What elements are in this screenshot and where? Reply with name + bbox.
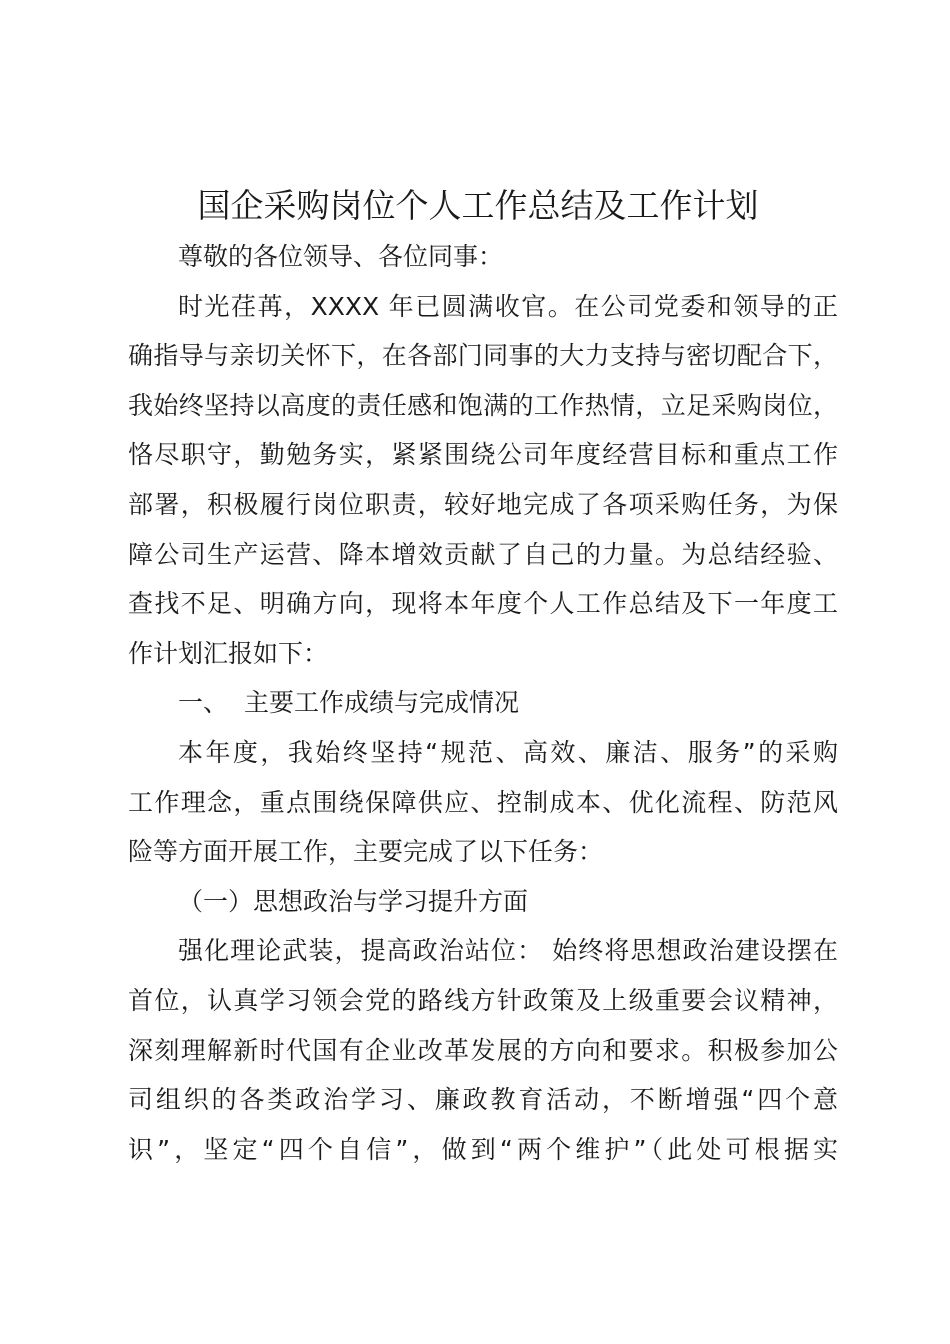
salutation: 尊敬的各位领导、各位同事： — [178, 242, 504, 271]
intro-paragraph — [128, 282, 838, 679]
section1-paragraph — [128, 728, 838, 877]
section-heading — [128, 678, 838, 728]
text-line: 作计划汇报如下： — [128, 638, 329, 668]
text-line: 确指导与亲切关怀下，在各部门同事的大力支持与密切配合下， — [128, 341, 838, 371]
text-line: 我始终坚持以高度的责任感和饱满的工作热情，立足采购岗位， — [128, 390, 838, 420]
subsection-heading: （一）思想政治与学习提升方面 — [178, 886, 529, 916]
text-line: 深刻理解新时代国有企业改革发展的方向和要求。积极参加公 — [128, 1035, 838, 1065]
text-line: 部署，积极履行岗位职责，较好地完成了各项采购任务，为保 — [128, 489, 838, 519]
document-title: 国企采购岗位个人工作总结及工作计划 — [197, 186, 759, 225]
document-body — [128, 232, 838, 1174]
text-line: 恪尽职守，勤勉务实，紧紧围绕公司年度经营目标和重点工作 — [128, 440, 838, 470]
subsection1-paragraph — [128, 926, 838, 1174]
text-line: 查找不足、明确方向，现将本年度个人工作总结及下一年度工 — [128, 589, 838, 619]
text-line: 司组织的各类政治学习、廉政教育活动，不断增强“四个意 — [128, 1085, 838, 1115]
text-line: 本年度，我始终坚持“规范、高效、廉洁、服务”的采购 — [178, 737, 838, 767]
text-line: 首位，认真学习领会党的路线方针政策及上级重要会议精神， — [128, 985, 838, 1015]
text-line: 识”，坚定“四个自信”，做到“两个维护”（此处可根据实 — [128, 1134, 838, 1164]
text-line: 工作理念，重点围绕保障供应、控制成本、优化流程、防范风 — [128, 787, 838, 817]
section-number: 一、 — [178, 688, 229, 718]
section-heading-text: 主要工作成绩与完成情况 — [244, 688, 520, 718]
text-line: 险等方面开展工作，主要完成了以下任务： — [128, 837, 604, 867]
text-line: 时光荏苒，XXXX 年已圆满收官。在公司党委和领导的正 — [178, 291, 838, 321]
text-line: 强化理论武装，提高政治站位： 始终将思想政治建设摆在 — [178, 936, 838, 966]
text-line: 障公司生产运营、降本增效贡献了自己的力量。为总结经验、 — [128, 539, 838, 569]
